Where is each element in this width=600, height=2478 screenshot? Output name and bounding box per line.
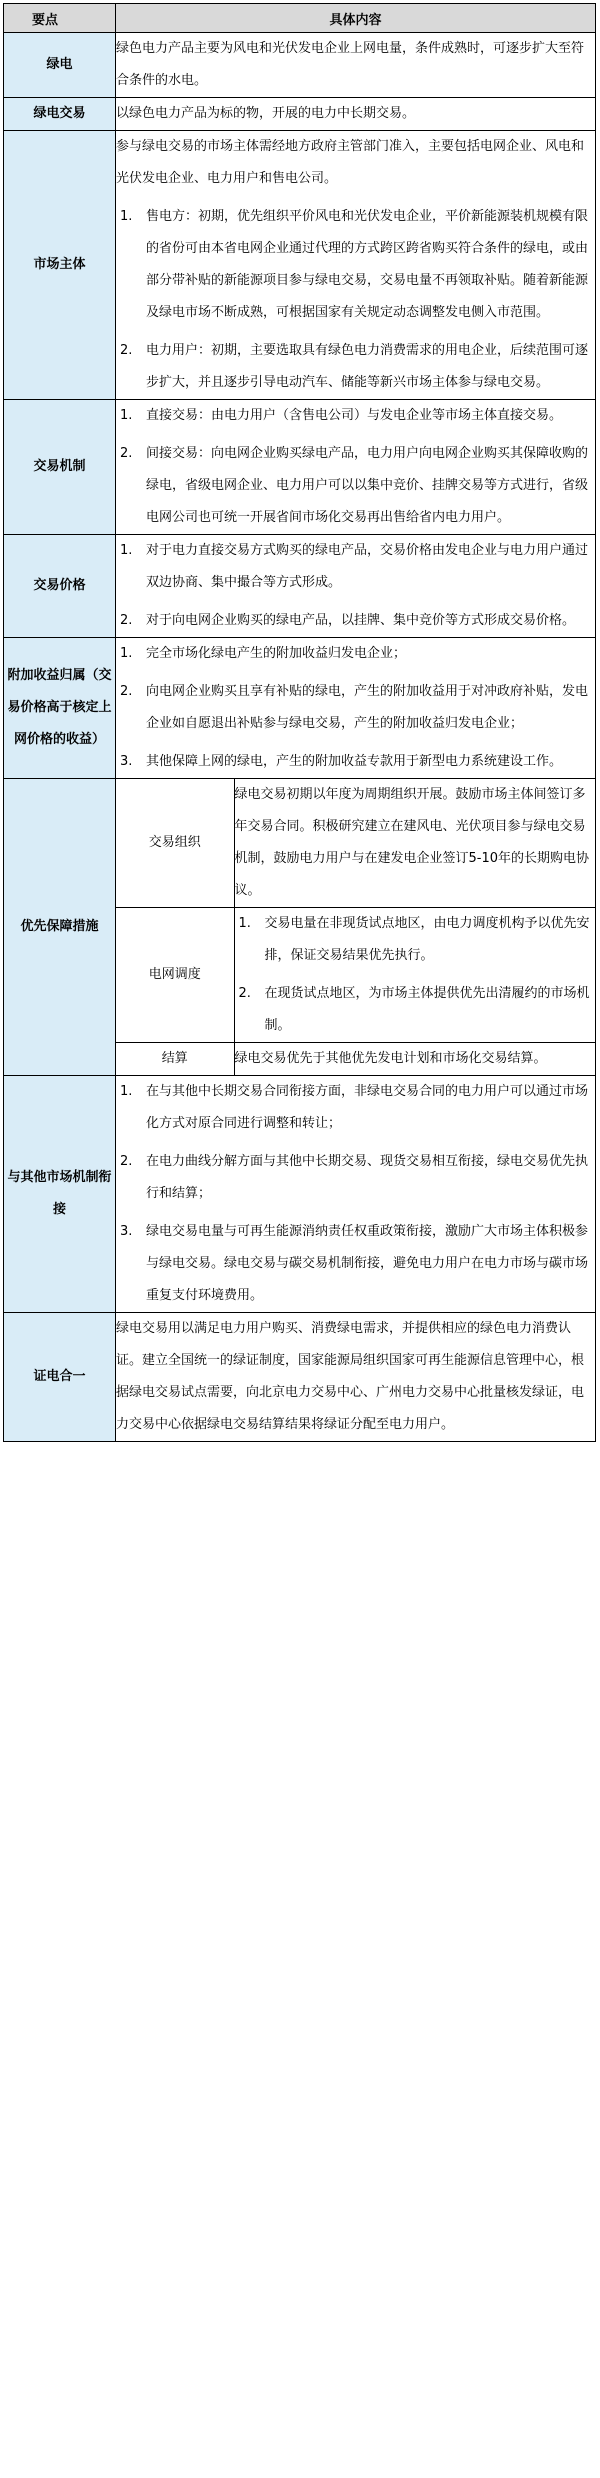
row-value-priority <box>116 779 596 1076</box>
subtable-row <box>116 908 595 1043</box>
list-item <box>116 1076 595 1140</box>
list-item <box>116 400 595 432</box>
list-text: 其他保障上网的绿电，产生的附加收益专款用于新型电力系统建设工作。 <box>146 754 563 769</box>
sub-label-organization: 交易组织 <box>116 779 234 908</box>
table-row <box>4 1076 596 1313</box>
list-number: 3. <box>120 754 133 769</box>
table-row <box>4 98 596 131</box>
row-text: 绿电交易用以满足电力用户购买、消费绿电需求，并提供相应的绿色电力消费认证。建立全国统一的绿证制度，国家能源局组织国家可再生能源信息管理中心，根据绿电交易试点需要，向北京电力交易中心、广州电力交易中心批量核发绿证，电力交易中心依据绿电交易结算结果将绿证分配至电力用户。 <box>116 1321 585 1432</box>
list-number: 2. <box>120 343 133 358</box>
list-text: 直接交易：由电力用户（含售电公司）与发电企业等市场主体直接交易。 <box>146 408 563 423</box>
list-text: 电力用户：初期，主要选取具有绿色电力消费需求的用电企业，后续范围可逐步扩大，并且逐步引导电动汽车、储能等新兴市场主体参与绿电交易。 <box>146 343 589 390</box>
list-item <box>235 908 596 972</box>
sub-value-settlement: 绿电交易优先于其他优先发电计划和市场化交易结算。 <box>234 1043 595 1076</box>
row-key-market-link: 与其他市场机制衔接 <box>4 1076 116 1313</box>
table-row <box>4 400 596 535</box>
sub-value-organization: 绿电交易初期以年度为周期组织开展。鼓励市场主体间签订多年交易合同。积极研究建立在建风电、光伏项目参与绿电交易机制，鼓励电力用户与在建发电企业签订5-10年的长期购电协议。 <box>234 779 595 908</box>
list-text: 向电网企业购买且享有补贴的绿电，产生的附加收益用于对冲政府补贴，发电企业如自愿退出补贴参与绿电交易，产生的附加收益归发电企业； <box>146 684 589 731</box>
list-number: 2. <box>238 986 251 1001</box>
list-item <box>116 438 595 534</box>
row-key-trading-mechanism: 交易机制 <box>4 400 116 535</box>
row-text: 以绿色电力产品为标的物，开展的电力中长期交易。 <box>116 106 416 121</box>
list-number: 2. <box>120 613 133 628</box>
table-row <box>4 33 596 98</box>
sub-label-settlement: 结算 <box>116 1043 234 1076</box>
list-item <box>235 978 596 1042</box>
policy-table <box>3 3 596 1442</box>
list-number: 1. <box>120 1084 133 1099</box>
subtable-row <box>116 1043 595 1076</box>
header-key: 要点 <box>4 4 116 33</box>
row-key-priority: 优先保障措施 <box>4 779 116 1076</box>
list-number: 2. <box>120 1154 133 1169</box>
list-number: 1. <box>120 209 133 224</box>
sub-label-dispatch: 电网调度 <box>116 908 234 1043</box>
list-text: 对于电力直接交易方式购买的绿电产品，交易价格由发电企业与电力用户通过双边协商、集中撮合等方式形成。 <box>146 543 589 590</box>
table-row <box>4 779 596 1076</box>
row-key-certificate: 证电合一 <box>4 1313 116 1442</box>
list-text: 在现货试点地区，为市场主体提供优先出清履约的市场机制。 <box>264 986 590 1033</box>
row-value-trading-price <box>116 535 596 638</box>
row-value-trading-mechanism <box>116 400 596 535</box>
list-number: 3. <box>120 1224 133 1239</box>
list-text: 间接交易：向电网企业购买绿电产品，电力用户向电网企业购买其保障收购的绿电，省级电网企业、电力用户可以以集中竞价、挂牌交易等方式进行，省级电网公司也可统一开展省间市场化交易再出售给省内电力用户。 <box>146 446 589 525</box>
list-item <box>116 335 595 399</box>
row-value-green-power <box>116 33 596 98</box>
row-intro: 参与绿电交易的市场主体需经地方政府主管部门准入，主要包括电网企业、风电和光伏发电企业、电力用户和售电公司。 <box>116 139 585 186</box>
list-item <box>116 535 595 599</box>
list-number: 2. <box>120 446 133 461</box>
row-value-extra-revenue <box>116 638 596 779</box>
list-number: 1. <box>120 408 133 423</box>
list-text: 售电方：初期，优先组织平价风电和光伏发电企业，平价新能源装机规模有限的省份可由本省电网企业通过代理的方式跨区跨省购买符合条件的绿电，或由部分带补贴的新能源项目参与绿电交易，交易电量不再领取补贴。随着新能源及绿电市场不断成熟，可根据国家有关规定动态调整发电侧入市范围。 <box>146 209 589 320</box>
list-number: 1. <box>120 646 133 661</box>
header-value: 具体内容 <box>116 4 596 33</box>
row-value-certificate <box>116 1313 596 1442</box>
list-text: 完全市场化绿电产生的附加收益归发电企业； <box>146 646 407 661</box>
row-key-market-entity: 市场主体 <box>4 131 116 400</box>
list-number: 1. <box>120 543 133 558</box>
list-item <box>116 1216 595 1312</box>
list-item <box>116 746 595 778</box>
row-value-market-entity <box>116 131 596 400</box>
row-text: 绿色电力产品主要为风电和光伏发电企业上网电量，条件成熟时，可逐步扩大至符合条件的水电。 <box>116 41 585 88</box>
list-text: 绿电交易电量与可再生能源消纳责任权重政策衔接，激励广大市场主体积极参与绿电交易。绿电交易与碳交易机制衔接，避免电力用户在电力市场与碳市场重复支付环境费用。 <box>146 1224 589 1303</box>
table-row <box>4 638 596 779</box>
list-item <box>116 676 595 740</box>
list-item <box>116 638 595 670</box>
list-number: 1. <box>238 916 251 931</box>
list-text: 在电力曲线分解方面与其他中长期交易、现货交易相互衔接，绿电交易优先执行和结算； <box>146 1154 589 1201</box>
table-row <box>4 535 596 638</box>
list-text: 对于向电网企业购买的绿电产品，以挂牌、集中竞价等方式形成交易价格。 <box>146 613 576 628</box>
row-value-market-link <box>116 1076 596 1313</box>
priority-subtable <box>116 779 595 1075</box>
row-key-green-trading: 绿电交易 <box>4 98 116 131</box>
list-text: 交易电量在非现货试点地区，由电力调度机构予以优先安排，保证交易结果优先执行。 <box>264 916 590 963</box>
list-text: 在与其他中长期交易合同衔接方面，非绿电交易合同的电力用户可以通过市场化方式对原合同进行调整和转让； <box>146 1084 589 1131</box>
list-number: 2. <box>120 684 133 699</box>
row-key-green-power: 绿电 <box>4 33 116 98</box>
table-header-row <box>4 4 596 33</box>
list-item <box>116 605 595 637</box>
table-row <box>4 1313 596 1442</box>
row-value-green-trading <box>116 98 596 131</box>
list-item <box>116 1146 595 1210</box>
subtable-row <box>116 779 595 908</box>
row-key-trading-price: 交易价格 <box>4 535 116 638</box>
table-row <box>4 131 596 400</box>
row-key-extra-revenue: 附加收益归属（交易价格高于核定上网价格的收益） <box>4 638 116 779</box>
list-item <box>116 201 595 329</box>
sub-value-dispatch <box>234 908 595 1043</box>
